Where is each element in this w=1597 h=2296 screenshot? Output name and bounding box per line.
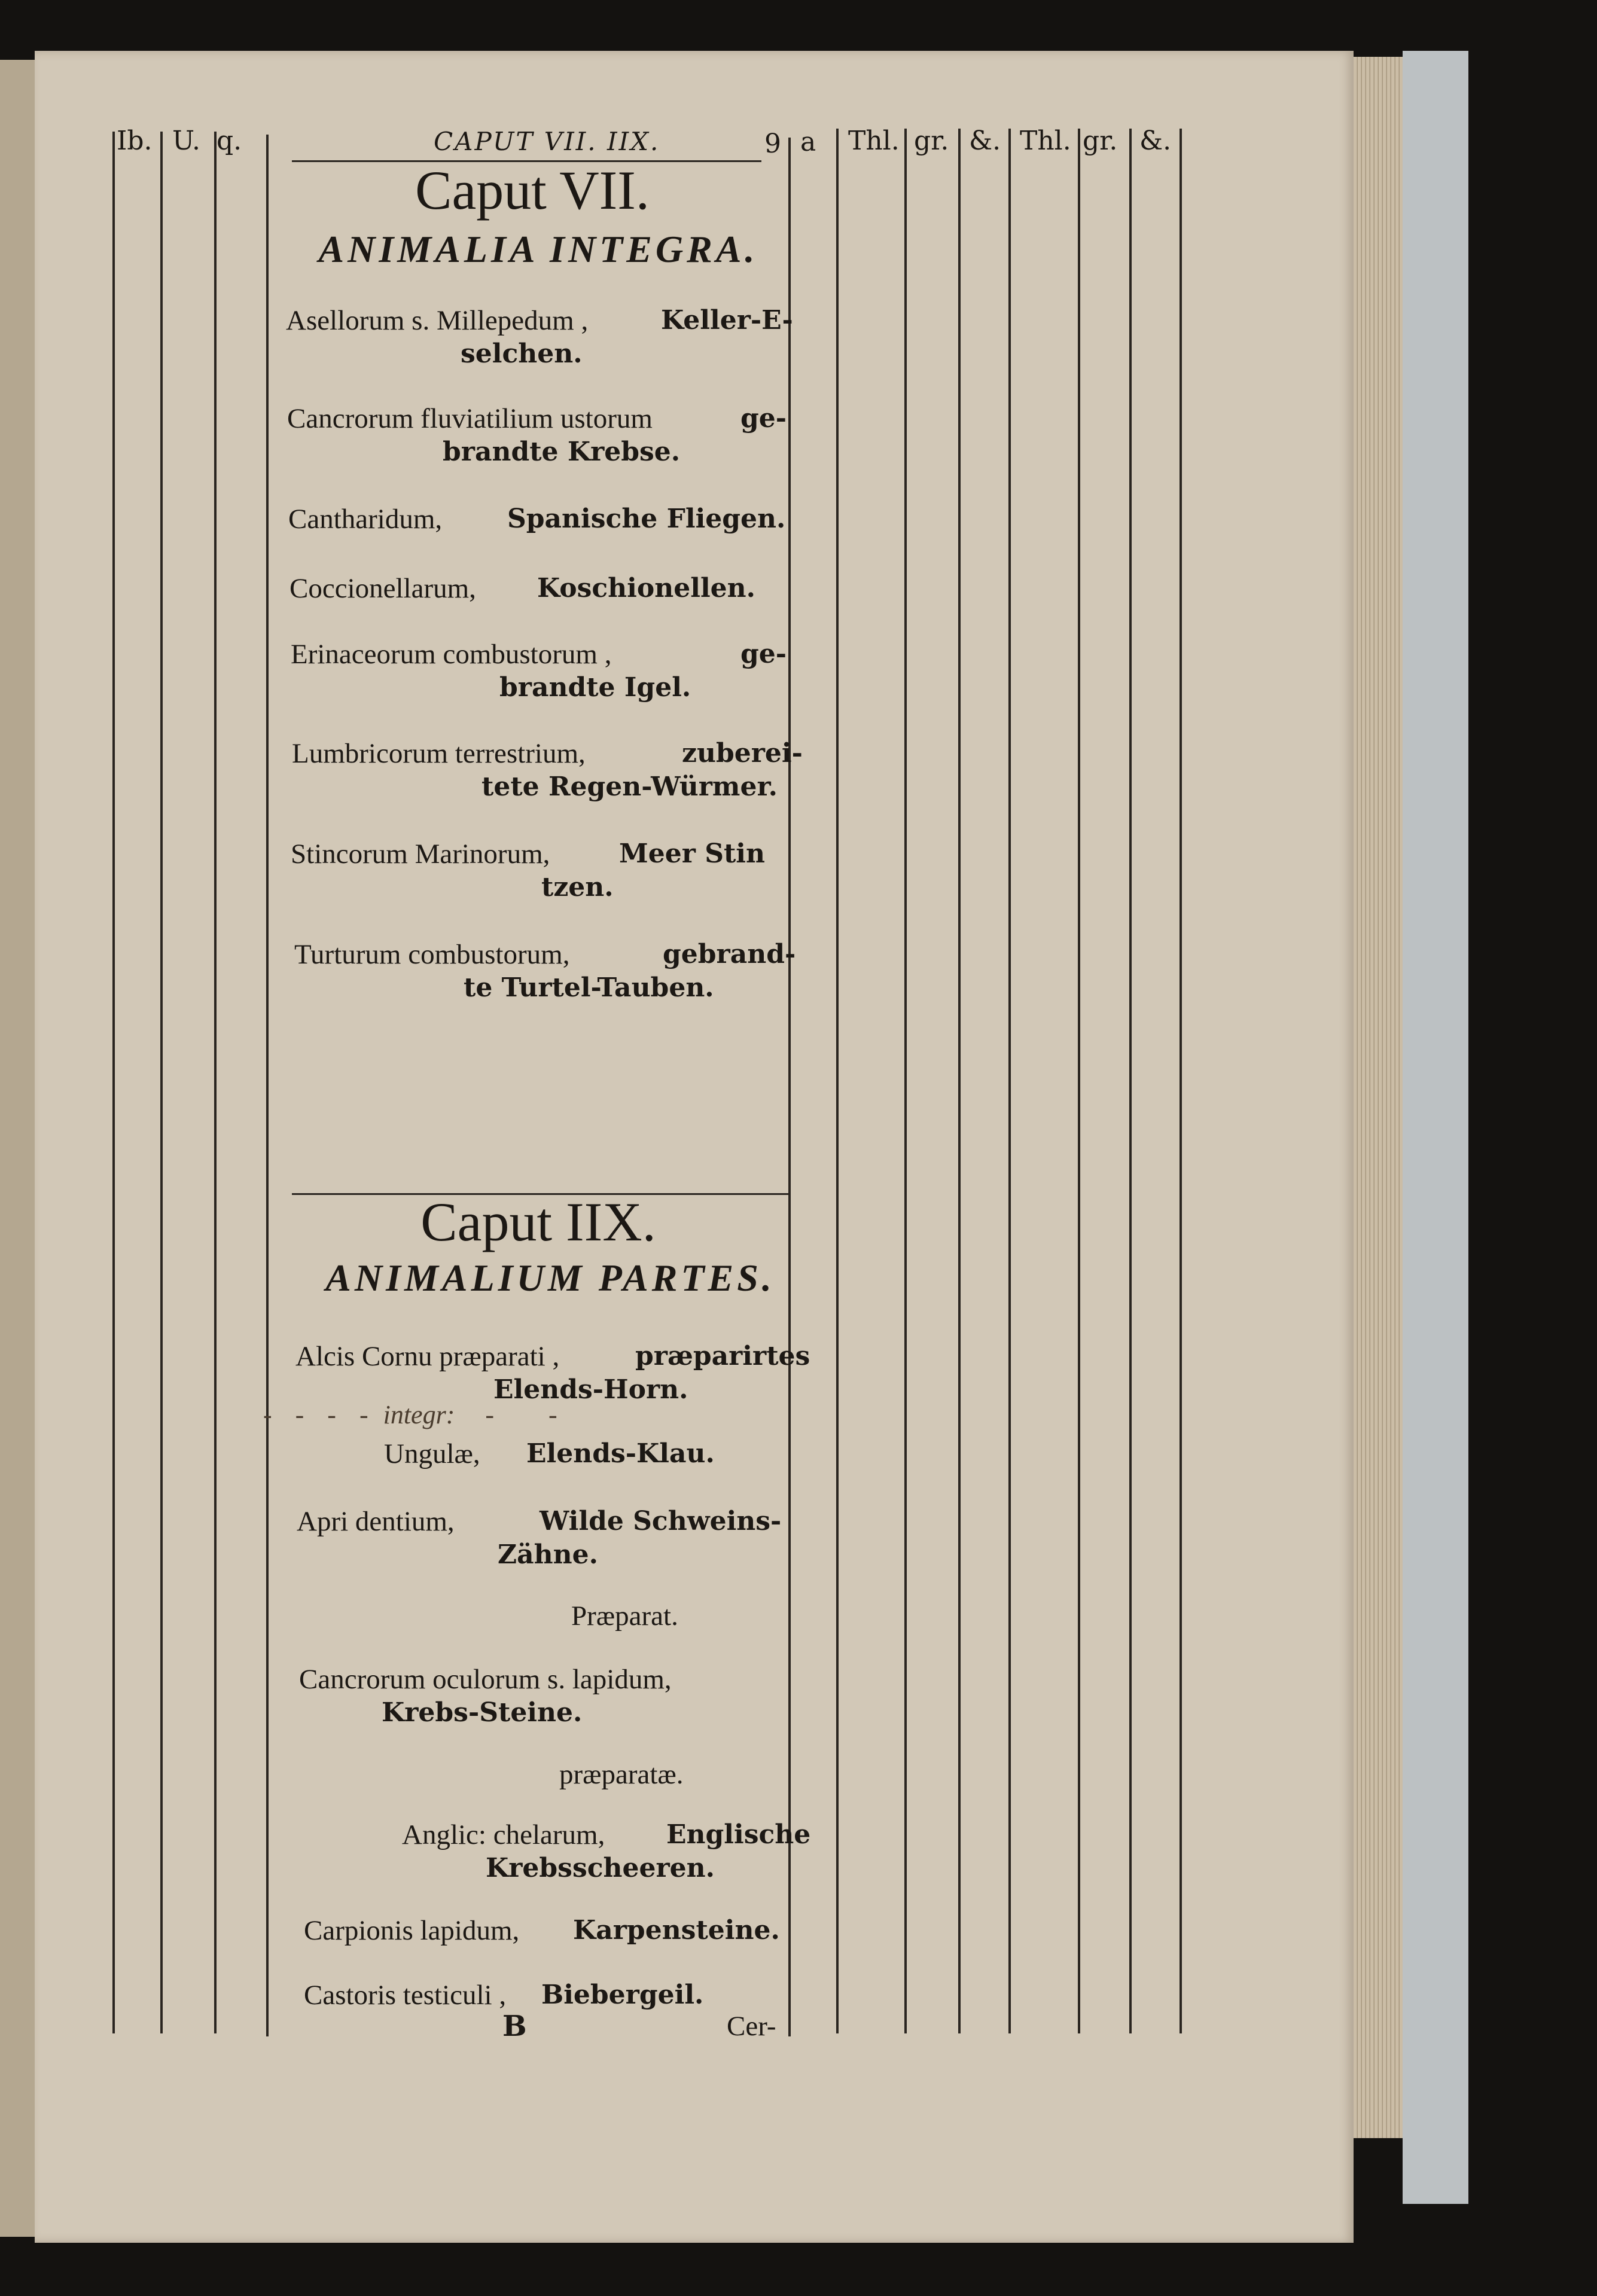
entry-latin: Carpionis lapidum, (304, 1915, 520, 1946)
entry-german-cont: selchen. (461, 339, 583, 369)
col-header: Thl. (848, 126, 900, 156)
column-rule (160, 132, 163, 2033)
entry-german: gebrand- (663, 939, 796, 969)
running-title: CAPUT VII. IIX. (434, 127, 660, 156)
entry-latin: Erinaceorum combustorum , (291, 639, 612, 670)
column-rule (112, 132, 115, 2033)
column-rule (958, 129, 961, 2033)
col-header: gr. (914, 126, 949, 156)
column-rule (788, 138, 791, 2036)
entry-german-cont: Zähne. (498, 1539, 598, 1570)
column-rule (1008, 129, 1011, 2033)
entry-german: Koschionellen. (537, 573, 755, 603)
col-header: gr. (1083, 126, 1118, 156)
entry-german-cont: tete Regen-Würmer. (481, 772, 778, 802)
entry-german-cont: Krebs-Steine. (382, 1697, 583, 1728)
column-rule (904, 129, 907, 2033)
entry-latin: Cantharidum, (288, 504, 443, 535)
entry-latin: Apri dentium, (297, 1506, 455, 1537)
page-edges (1354, 57, 1407, 2138)
col-header: Thl. (1020, 126, 1071, 156)
entry-german: Meer Stin (619, 838, 765, 869)
entry-latin: Stincorum Marinorum, (291, 838, 550, 870)
entry-german-cont: Krebsscheeren. (486, 1853, 715, 1883)
entry-latin: Coccionellarum, (289, 573, 476, 604)
entry-german-cont: Elends-Horn. (493, 1374, 688, 1405)
entry-german-cont: tzen. (541, 872, 614, 902)
entry-german: Karpensteine. (573, 1915, 780, 1946)
entry-german: ge- (740, 639, 787, 669)
entry-latin: Asellorum s. Millepedum , (286, 305, 589, 336)
previous-page-edge (0, 60, 36, 2237)
entry-german: Keller-E- (661, 305, 793, 336)
column-rule (836, 129, 839, 2033)
col-header: &. (1139, 126, 1172, 156)
handwritten-note-text: integr: (383, 1400, 455, 1429)
chapter-title: Caput IIX. (420, 1191, 656, 1252)
catchword: Cer- (727, 2011, 776, 2042)
col-header: q. (217, 126, 242, 156)
entry-latin: Castoris testiculi , (304, 1980, 507, 2011)
entry-german: ge- (740, 403, 787, 434)
entry-german-cont: brandte Krebse. (443, 437, 681, 467)
column-rule (1078, 129, 1080, 2033)
column-rule (266, 135, 269, 2036)
subheading-praeparatae: præparatæ. (559, 1759, 684, 1790)
entry-german-cont: brandte Igel. (499, 672, 691, 703)
column-rule (214, 132, 217, 2033)
col-header: a (800, 127, 816, 157)
col-header: Ib. (117, 126, 153, 156)
entry-german: Spanische Fliegen. (507, 504, 786, 534)
chapter-title: Caput VII. (415, 160, 650, 221)
entry-german: zuberei- (682, 738, 803, 769)
entry-latin: Cancrorum fluviatilium ustorum (287, 403, 653, 434)
handwritten-note: - - - - integr: - - (263, 1400, 581, 1429)
entry-latin: Cancrorum oculorum s. lapidum, (299, 1664, 672, 1695)
entry-latin: Alcis Cornu præparati , (295, 1341, 560, 1372)
entry-german: Wilde Schweins- (540, 1506, 782, 1536)
entry-german: Elends-Klau. (526, 1438, 715, 1469)
entry-german-cont: te Turtel-Tauben. (464, 972, 714, 1003)
entry-german: Biebergeil. (541, 1980, 704, 2010)
column-rule (1180, 129, 1182, 2033)
entry-latin: Turturum combustorum, (294, 939, 570, 970)
book-cover (1403, 51, 1468, 2204)
chapter-subtitle: ANIMALIUM PARTES. (325, 1257, 775, 1299)
entry-latin: Lumbricorum terrestrium, (292, 738, 586, 769)
col-header: &. (969, 126, 1001, 156)
column-rule (1129, 129, 1132, 2033)
entry-latin: Ungulæ, (384, 1438, 480, 1469)
entry-german: præparirtes (635, 1341, 810, 1371)
chapter-subtitle: ANIMALIA INTEGRA. (318, 228, 758, 270)
entry-latin: Anglic: chelarum, (402, 1819, 605, 1850)
subheading-praeparat: Præparat. (571, 1600, 678, 1632)
col-header: U. (172, 126, 201, 156)
entry-german: Englische (666, 1819, 811, 1850)
page-number: 9 (764, 129, 781, 159)
signature-mark: B (502, 2010, 527, 2043)
